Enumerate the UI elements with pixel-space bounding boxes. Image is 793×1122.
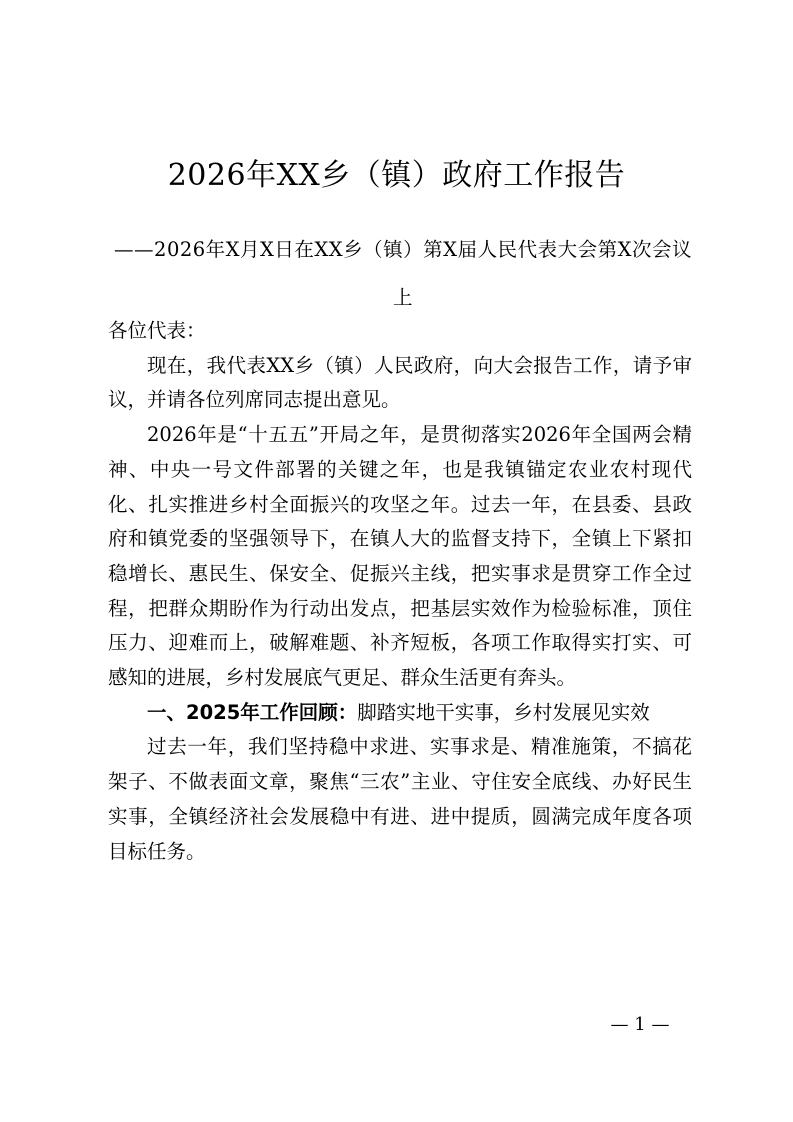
document-title: 2026年XX乡（镇）政府工作报告 (167, 158, 626, 193)
section-heading-1 (108, 696, 692, 731)
paragraph-background: 2026年是“十五五”开局之年，是贯彻落实2026年全国两会精神、中央一号文件部署的关键之年，也是我镇锚定农业农村现代化、扎实推进乡村全面振兴的攻坚之年。过去一年，在县委、县政府和镇党委的坚强领导下，在镇人大的监督支持下，全镇上下紧扣稳增长、惠民生、保安全、促振兴主线，把实事求是贯穿工作全过程，把群众期盼作为行动出发点，把基层实效作为检验标准，顶住压力、迎难而上，破解难题、补齐短板，各项工作取得实打实、可感知的进展，乡村发展底气更足、群众生活更有奔头。 (108, 423, 692, 690)
page-number: — 1 — (610, 1014, 670, 1035)
section-heading-1-text: 脚踏实地干实事，乡村发展见实效 (357, 700, 650, 724)
paragraph-intro: 现在，我代表XX乡（镇）人民政府，向大会报告工作，请予审议，并请各位列席同志提出意见。 (108, 353, 692, 412)
document-body (108, 314, 692, 869)
section-heading-1-label: 一、2025年工作回顾： (147, 700, 358, 724)
paragraph-review: 过去一年，我们坚持稳中求进、实事求是、精准施策，不搞花架子、不做表面文章，聚焦“三农”主业、守住安全底线、办好民生实事，全镇经济社会发展稳中有进、进中提质，圆满完成年度各项目标任务。 (108, 735, 692, 863)
salutation: 各位代表： (108, 319, 206, 342)
document-subtitle: ——2026年X月X日在XX乡（镇）第X届人民代表大会第X次会议上 (114, 238, 692, 309)
